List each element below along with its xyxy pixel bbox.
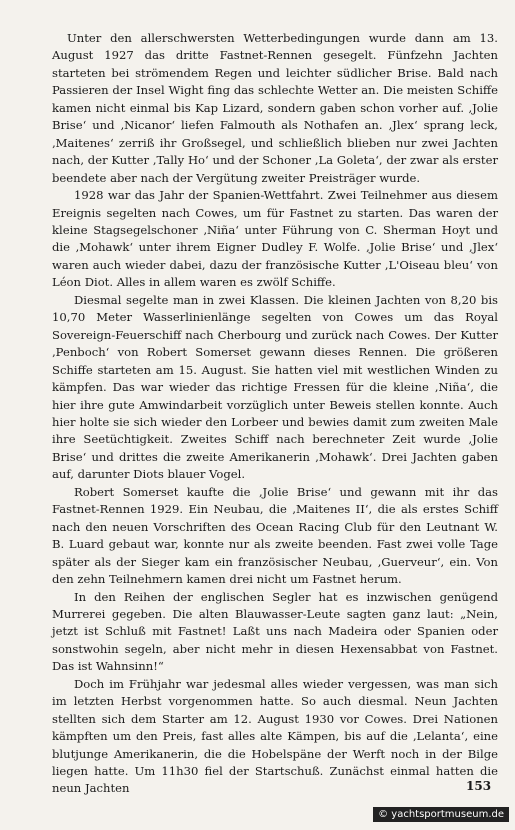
paragraph-1: Unter den allerschwersten Wetterbedingungen wurde dann am 13. August 1927 das dritte Fastnet-Rennen gesegelt. Fünfzehn Jachten starteten bei strömendem Regen und leichter südlicher Brise. Bald nach Passieren der Insel Wight fing das schlechte Wetter an. Die meisten Schiffe kamen nicht einmal bis Kap Lizard, sondern gaben schon vorher auf. ‚Jolie Brise‘ und ‚Nicanor‘ liefen Falmouth als Nothafen an. ‚Jlex‘ sprang leck, ‚Maitenes‘ zerriß ihr Großsegel, und schließlich blieben nur zwei Jachten nach, der Kutter ‚Tally Ho‘ und der Schoner ‚La Goleta‘, der zwar als erster beendete aber nach der Vergütung zweiter Preisträger wurde. (52, 31, 498, 185)
paragraph-5: In den Reihen der englischen Segler hat es inzwischen genügend Murrerei gegeben. Die alten Blauwasser-Leute sagten ganz laut: „Nein, jetzt ist Schluß mit Fastnet! Laßt uns nach Madeira oder Spanien oder sonstwohin segeln, aber nicht mehr in diesen Hexensabbat von Fastnet. Das ist Wahnsinn!“ (52, 589, 498, 674)
body-text (52, 30, 498, 798)
paragraph-2: 1928 war das Jahr der Spanien-Wettfahrt. Zwei Teilnehmer aus diesem Ereignis segelten nach Cowes, um für Fastnet zu starten. Das waren der kleine Stagsegelschoner ‚Niña‘ unter Führung von C. Sherman Hoyt und die ‚Mohawk‘ unter ihrem Eigner Dudley F. Wolfe. ‚Jolie Brise‘ und ‚Jlex‘ waren auch wieder dabei, dazu der französische Kutter ‚L'Oiseau bleu‘ von Léon Diot. Alles in allem waren es zwölf Schiffe. (52, 188, 498, 290)
copyright-watermark: © yachtsportmuseum.de (373, 807, 509, 822)
page-number: 153 (466, 779, 492, 793)
paragraph-4: Robert Somerset kaufte die ‚Jolie Brise‘ und gewann mit ihr das Fastnet-Rennen 1929. Ein Neubau, die ‚Maitenes II‘, die als erstes Schiff nach den neuen Vorschriften des Ocean Racing Club für den Leutnant W. B. Luard gebaut war, konnte nur als zweite beenden. Fast zwei volle Tage später als der Sieger kam ein französischer Neubau, ‚Guerveur‘, ein. Von den zehn Teilnehmern kamen drei nicht um Fastnet herum. (52, 484, 498, 587)
paragraph-3: Diesmal segelte man in zwei Klassen. Die kleinen Jachten von 8,20 bis 10,70 Meter Wasserlinienlänge segelten von Cowes um das Royal Sovereign-Feuerschiff nach Cherbourg und zurück nach Cowes. Der Kutter ‚Penboch‘ von Robert Somerset gewann dieses Rennen. Die größeren Schiffe starteten am 15. August. Sie hatten viel mit westlichen Winden zu kämpfen. Das war wieder das richtige Fressen für die kleine ‚Niña‘, die hier ihre gute Amwindarbeit vorzüglich unter Beweis stellen konnte. Auch hier holte sie sich wieder den Lorbeer und bewies damit zum zweiten Male ihre Seetüchtigkeit. Zweites Schiff nach berechneter Zeit wurde ‚Jolie Brise‘ und drittes die zweite Amerikanerin ‚Mohawk‘. Drei Jachten gaben auf, darunter Diots blauer Vogel. (52, 292, 498, 482)
paragraph-6: Doch im Frühjahr war jedesmal alles wieder vergessen, was man sich im letzten Herbst vorgenommen hatte. So auch diesmal. Neun Jachten stellten sich dem Starter am 12. August 1930 vor Cowes. Drei Nationen kämpften um den Preis, fast alles alte Kämpen, bis auf die ‚Lelanta‘, eine blutjunge Amerikanerin, die die Hobelspäne der Werft noch in der Bilge liegen hatte. Um 11h30 fiel der Startschuß. Zunächst einmal hatten die neun Jachten (52, 676, 498, 796)
